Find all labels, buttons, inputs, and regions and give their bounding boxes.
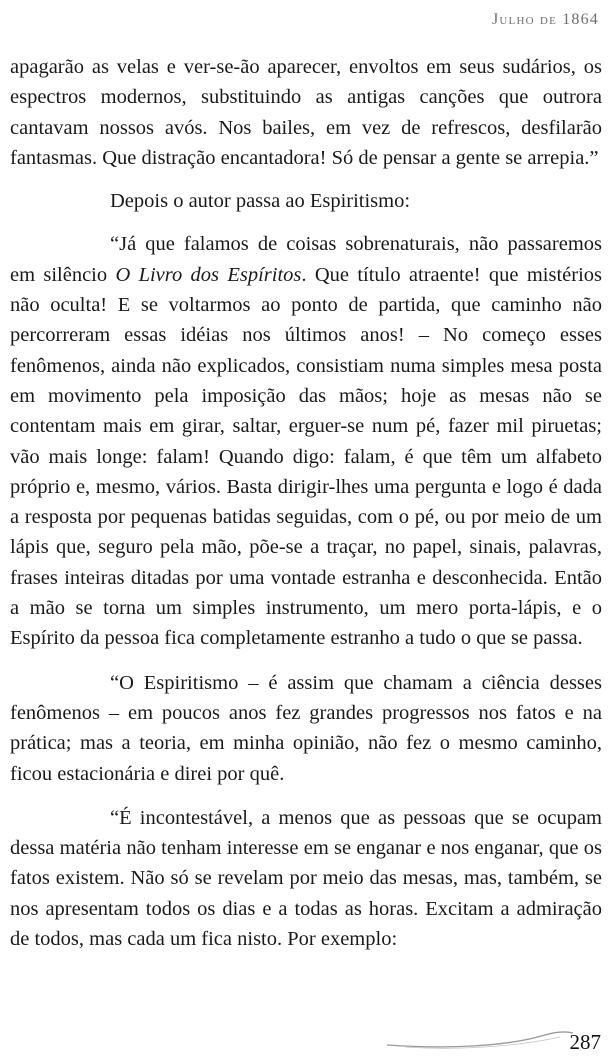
paragraph-text: . Que título atraente! que mistérios não oculta! E se voltarmos ao ponto de partida, que caminho não percorreram essas idéias nos últimos anos! – No começo esses fenômenos, ainda não explicados, consistiam numa simples mesa posta em movimento pela imposição das mãos; hoje as mesas não se contentam mais em girar, saltar, erguer-se num pé, fazer mil piruetas; vão mais longe: falam! Quando digo: falam, é que têm um alfabeto próprio e, mesmo, vários. Basta dirigir-lhes uma pergunta e logo é dada a resposta por pequenas batidas seguidas, com o pé, ou por meio de um lápis que, seguro pela mão, põe-se a traçar, no papel, sinais, palavras, frases inteiras ditadas por uma vontade estranha e desconhecida. Então a mão se torna um simples instrumento, um mero porta-lápis, e o Espírito da pessoa fica completamente estranho a tudo o que se passa.	[10, 263, 603, 650]
running-head: Julho de 1864	[491, 11, 599, 28]
folio-ornament	[385, 1023, 575, 1053]
book-title: O Livro dos Espíritos	[115, 263, 302, 286]
page-number: 287	[569, 1030, 601, 1054]
paragraph: apagarão as velas e ver-se-ão aparecer, envoltos em seus sudários, os espectros modernos, substituindo as antigas canções que outrora cantavam nossos avós. Nos bailes, em vez de refrescos, desfilarão fantasmas. Que distração encantadora! Só de pensar a gente se arrepia.”	[10, 56, 602, 169]
body-text	[10, 52, 602, 954]
paragraph: Depois o autor passa ao Espiritismo:	[110, 190, 411, 213]
paragraph: “O Espiritismo – é assim que chamam a ciência desses fenômenos – em poucos anos fez grandes progressos nos fatos e na prática; mas a teoria, em minha opinião, não fez o mesmo caminho, ficou estacionária e direi por quê.	[10, 671, 602, 785]
paragraph	[10, 229, 602, 653]
paragraph-text: “Já que falamos de coisas sobrenaturais, não passaremos em silêncio	[10, 233, 602, 286]
paragraph: “É incontestável, a menos que as pessoas que se ocupam dessa matéria não tenham interesse em se enganar e nos enganar, que os fatos existem. Não só se revelam por meio das mesas, mas, também, se nos apresentam todos os dias e a todas as horas. Excitam a admiração de todos, mas cada um fica nisto. Por exemplo:	[10, 806, 602, 951]
